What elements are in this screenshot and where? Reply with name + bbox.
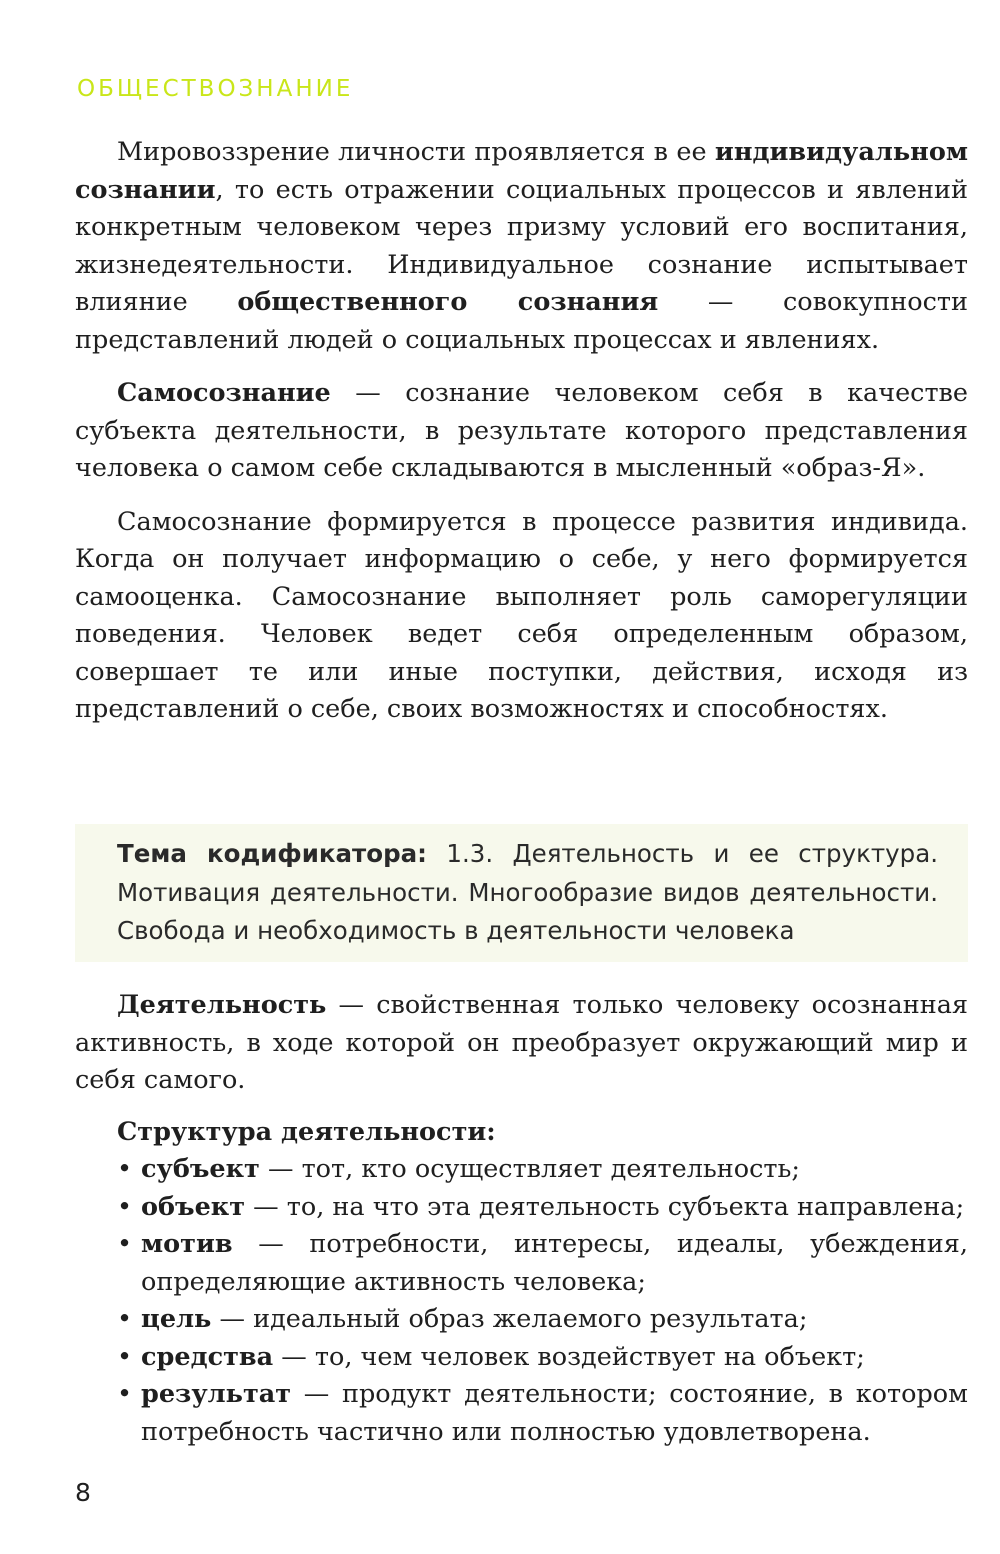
bullet-icon: • [117, 1191, 133, 1222]
bullet-icon: • [117, 1229, 133, 1259]
list-item-term: мотив [141, 1229, 233, 1259]
list-item-text: — продукт деятельности; состояние, в котором потребность частично или полностью удовлетворена. [141, 1379, 968, 1447]
text-span: — совокупности представлений людей о социальных процессах и явлениях. [75, 287, 968, 355]
list-item-term: цель [141, 1304, 212, 1334]
list-item-text: — то, чем человек воздействует на объект; [273, 1341, 865, 1372]
text-span: Самосознание формируется в процессе развития индивида. Когда он получает информацию о себе, у него формируется самооценка. Самосознание выполняет роль саморегуляции поведения. Человек ведет себя определенным образом, совершает те или иные поступки, действия, исходя из представлений о себе, своих возможностях и способностях. [75, 506, 968, 724]
paragraph-worldview [75, 134, 968, 359]
main-text [75, 134, 968, 729]
list-item-term: субъект [141, 1154, 260, 1184]
text-span: — сознание человеком себя в качестве субъекта деятельности, в результате которого представления человека о самом себе складываются в мысленный «образ-Я». [75, 378, 968, 483]
structure-title: Структура деятельности: [117, 1116, 496, 1147]
paragraph-activity-definition [75, 987, 968, 1100]
term-activity: Деятельность [117, 990, 327, 1020]
text-span: — свойственная только человеку осознанная активность, в ходе которой он преобразует окружающий мир и себя самого. [75, 990, 968, 1095]
bullet-icon: • [117, 1341, 133, 1372]
list-item-term: объект [141, 1191, 246, 1222]
bullet-icon: • [117, 1379, 133, 1409]
page-number: 8 [75, 1478, 91, 1507]
list-item-text: — идеальный образ желаемого результата; [211, 1304, 808, 1334]
paragraph-self-consciousness [75, 375, 968, 488]
list-item [117, 1189, 968, 1227]
list-item-text: — потребности, интересы, идеалы, убеждения, определяющие активность человека; [141, 1229, 968, 1297]
list-item-term: результат [141, 1379, 292, 1409]
activity-section [75, 987, 968, 1451]
running-title: ОБЩЕСТВОЗНАНИЕ [77, 76, 354, 102]
bullet-icon: • [117, 1304, 133, 1334]
topic-label: Тема кодификатора: [117, 839, 427, 868]
list-item [117, 1226, 968, 1301]
term-individual-consciousness: индивидуальном сознании [75, 137, 968, 205]
bullet-icon: • [117, 1154, 133, 1184]
list-item [117, 1339, 968, 1377]
list-item [117, 1376, 968, 1451]
paragraph-self-consciousness-formation [75, 504, 968, 729]
text-span: , то есть отражении социальных процессов и явлений конкретным человеком через призму условий его воспитания, жизнедеятельности. Индивидуальное сознание испытывает влияние [75, 174, 968, 317]
list-item [117, 1151, 968, 1189]
list-item-text: — то, на что эта деятельность субъекта направлена; [245, 1191, 965, 1222]
list-item-text: — тот, кто осуществляет деятельность; [259, 1154, 800, 1184]
text-span: Мировоззрение личности проявляется в ее [117, 137, 715, 167]
term-self-consciousness: Самосознание [117, 378, 331, 408]
structure-list [117, 1151, 968, 1451]
topic-text: 1.3. Деятельность и ее структура. Мотивация деятельности. Многообразие видов деятельности. Свобода и необходимость в деятельности человека [117, 839, 938, 945]
codifier-topic-box [75, 824, 968, 962]
list-item-term: средства [141, 1341, 274, 1372]
term-social-consciousness: общественного сознания [237, 287, 659, 317]
list-item [117, 1301, 968, 1339]
